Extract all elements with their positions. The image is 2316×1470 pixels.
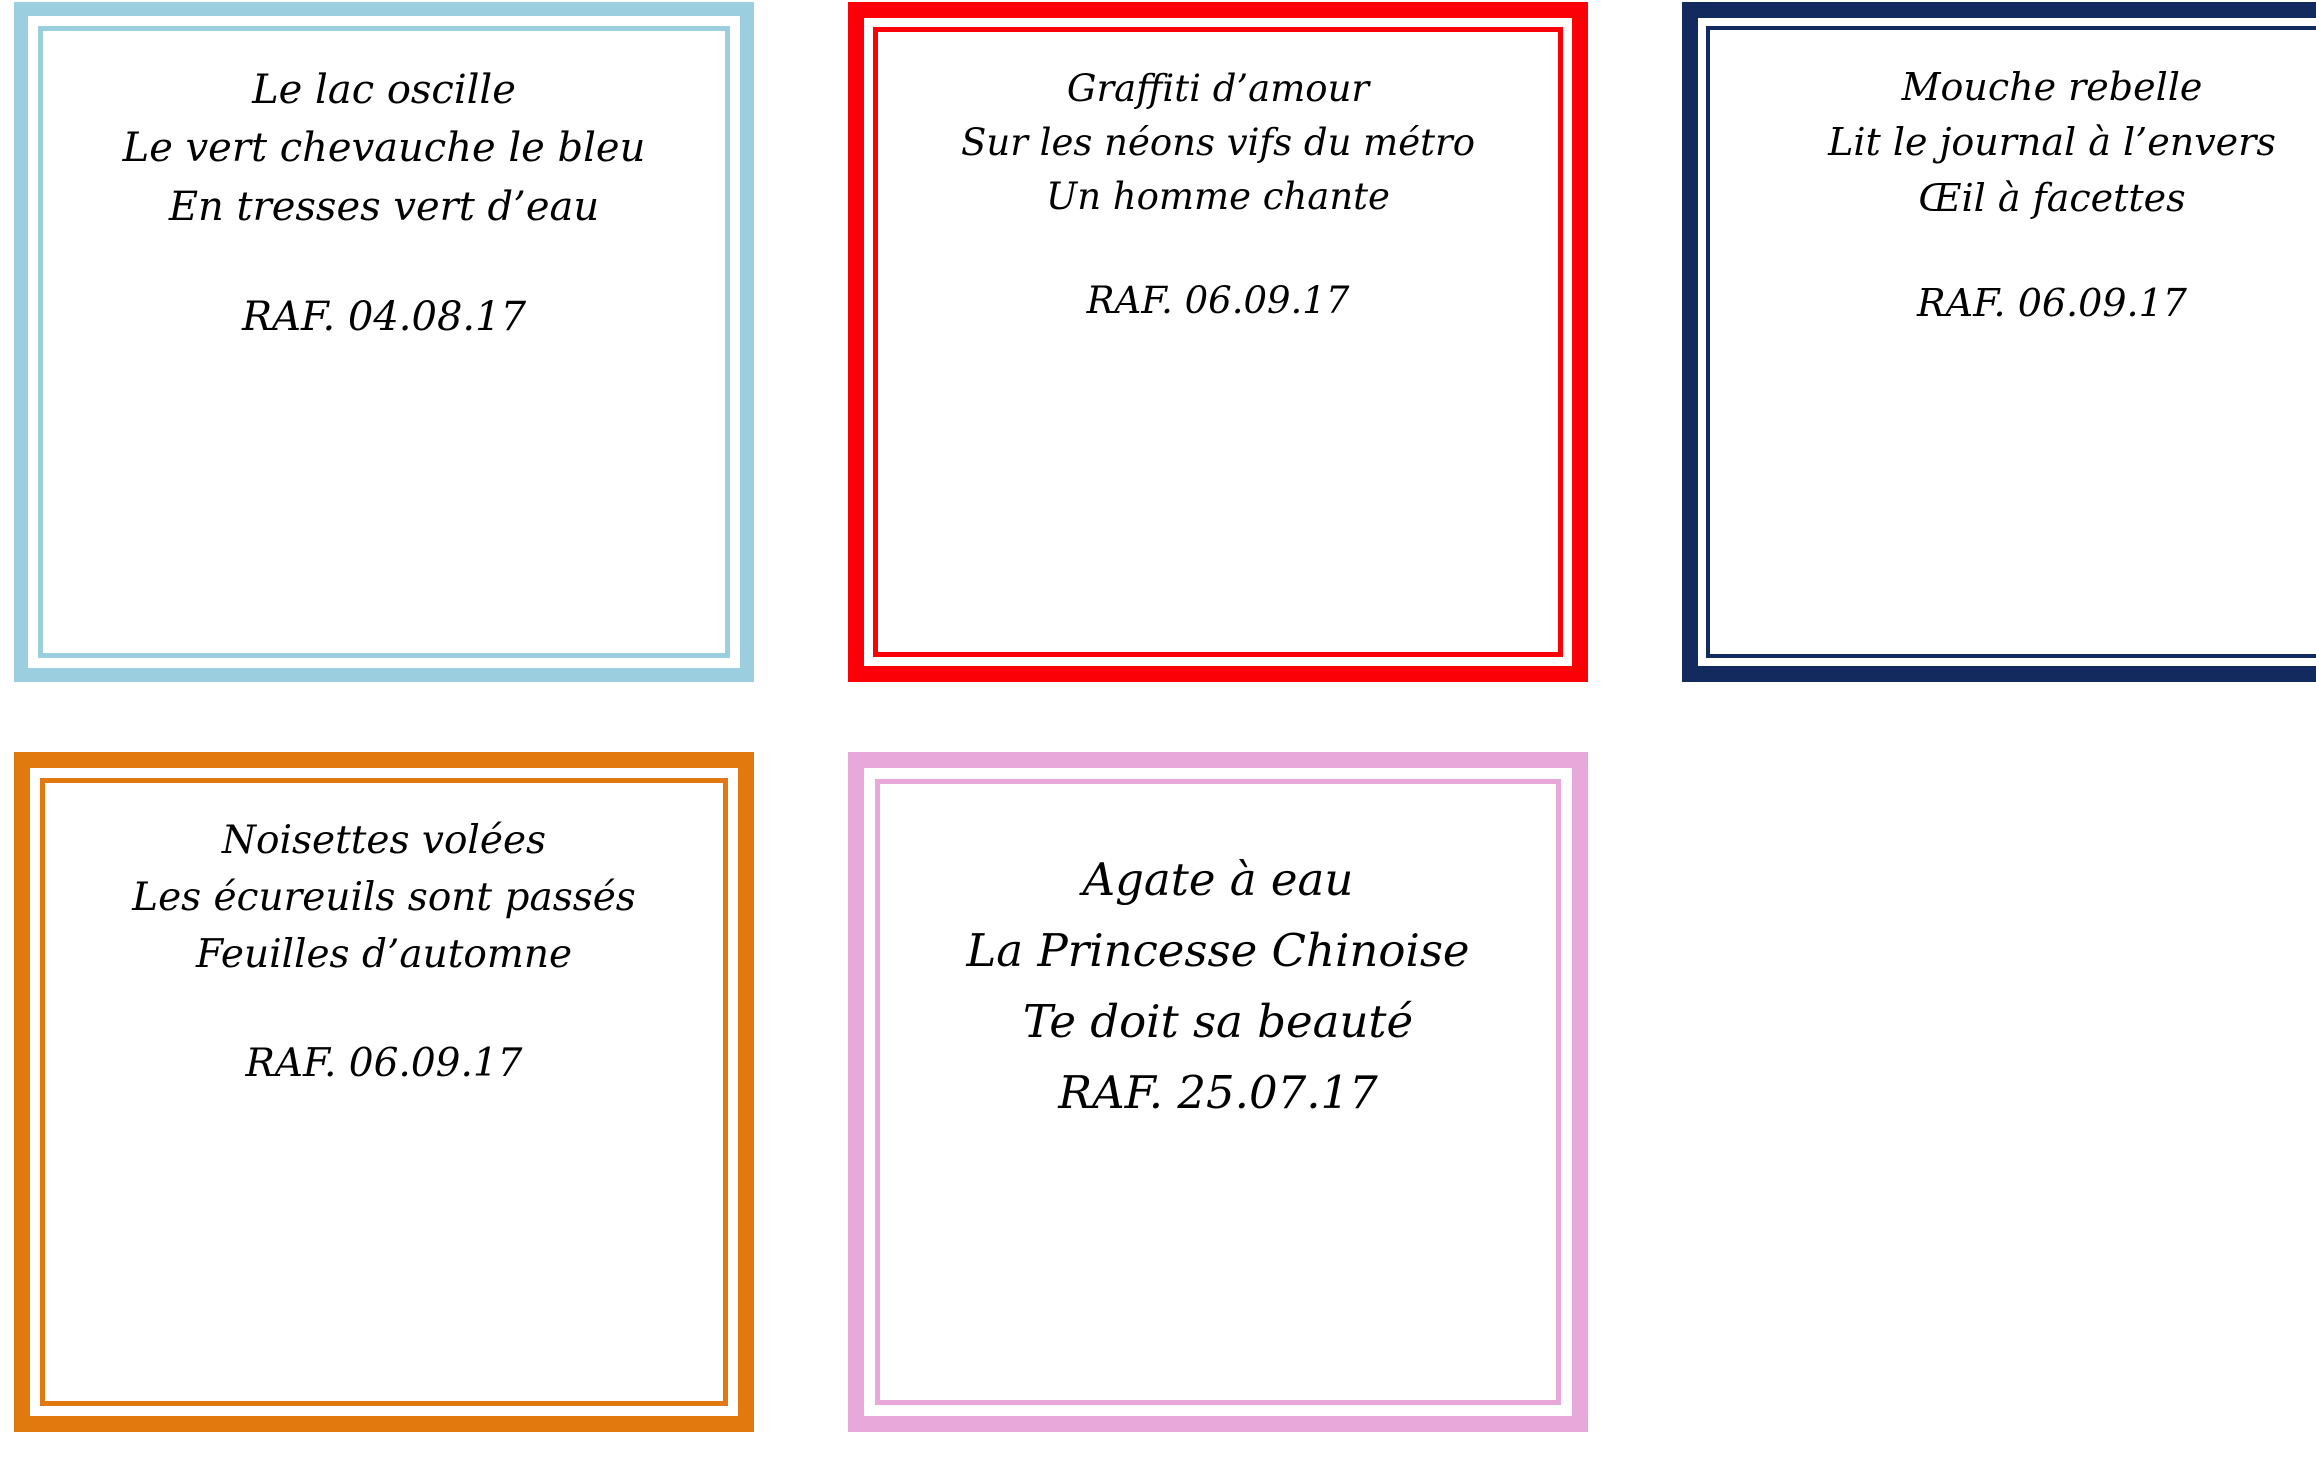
poem-line: Le lac oscille [252,67,516,113]
card-inner-border [875,779,1561,1405]
poem-line: Feuilles d’automne [195,931,573,977]
poem-line: Un homme chante [1046,175,1390,219]
poem-reference: RAF. 04.08.17 [241,294,527,341]
poem-card [14,752,754,1432]
card-inner-border [38,26,730,658]
poem-card [848,2,1588,682]
poem-line: La Princesse Chinoise [966,924,1470,978]
poem-line: Mouche rebelle [1901,65,2203,109]
card-inner-border [873,27,1563,657]
poem-card [848,752,1588,1432]
card-inner-border [1706,26,2316,658]
poem-reference: RAF. 06.09.17 [245,1040,523,1086]
poem-line: Les écureuils sont passés [132,874,636,920]
poem-card [1682,2,2316,682]
card-outer-border [14,752,754,1432]
poem-reference: RAF. 25.07.17 [1058,1066,1378,1120]
poem-reference: RAF. 06.09.17 [1917,281,2187,326]
poem-line: Graffiti d’amour [1066,67,1370,110]
poem-reference: RAF. 06.09.17 [1086,279,1350,323]
card-outer-border [848,2,1588,682]
card-outer-border [848,752,1588,1432]
card-outer-border [14,2,754,682]
poem-line: Te doit sa beauté [1022,995,1414,1049]
poem-line: Le vert chevauche le bleu [122,125,646,172]
poem-line: En tresses vert d’eau [168,183,600,230]
poem-line: Sur les néons vifs du métro [961,121,1475,165]
card-outer-border [1682,2,2316,682]
poem-line: Noisettes volées [221,818,547,863]
poem-card [14,2,754,682]
poem-line: Lit le journal à l’envers [1828,120,2276,165]
poem-line: Agate à eau [1082,853,1354,906]
card-inner-border [40,778,728,1406]
poem-line: Œil à facettes [1918,175,2186,220]
